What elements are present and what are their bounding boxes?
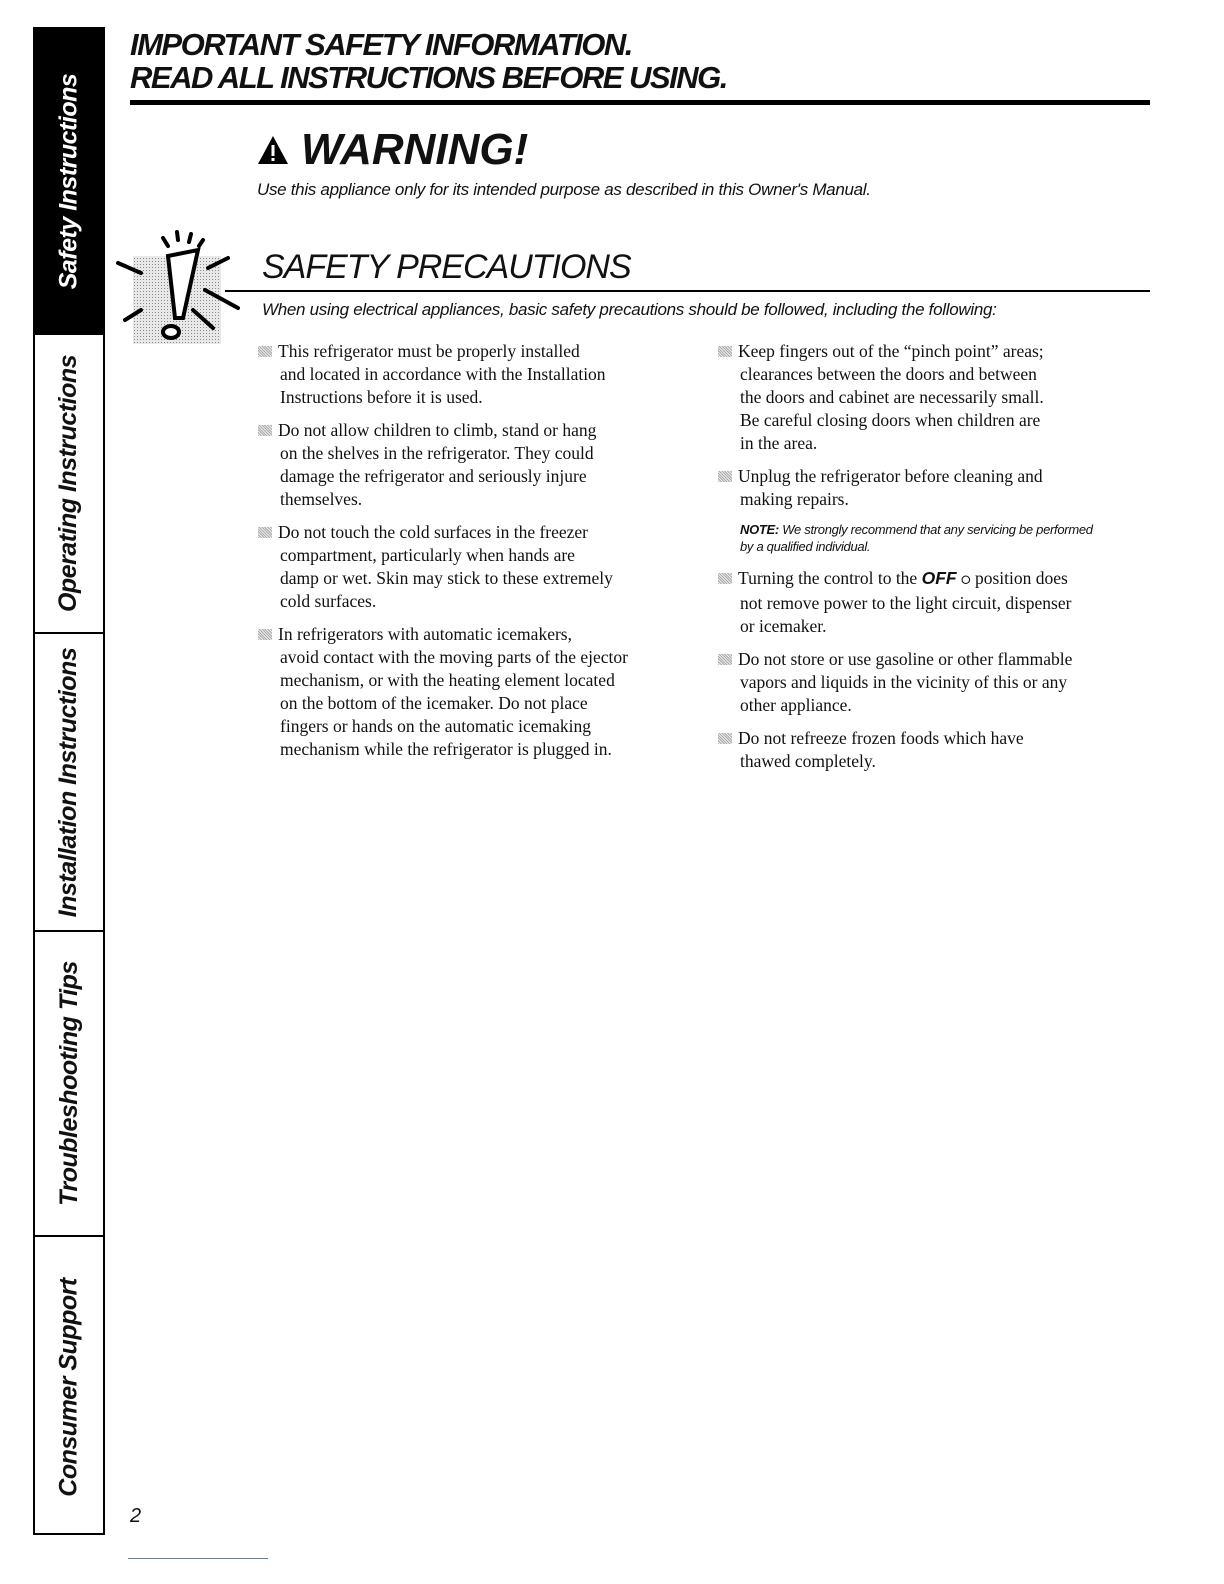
item-line <box>718 488 1158 511</box>
item-line <box>258 442 698 465</box>
right-column <box>718 340 1158 783</box>
item-text: thawed completely. <box>740 751 876 771</box>
item-text: avoid contact with the moving parts of the ejector <box>280 647 628 667</box>
bullet-icon <box>258 346 272 357</box>
item-line <box>258 738 698 761</box>
bullet-icon <box>718 654 732 665</box>
bullet-icon <box>718 346 732 357</box>
item-line <box>258 363 698 386</box>
item-line <box>258 567 698 590</box>
list-item <box>718 727 1158 773</box>
item-line <box>718 671 1158 694</box>
footer-rule <box>128 1558 268 1559</box>
note-label: NOTE: <box>740 522 779 537</box>
item-text: mechanism while the refrigerator is plugged in. <box>280 739 612 759</box>
title-rule <box>130 100 1150 105</box>
item-text: and located in accordance with the Installation <box>280 364 606 384</box>
title-line-1: IMPORTANT SAFETY INFORMATION. <box>130 27 632 62</box>
note-text-2: by a qualified individual. <box>740 539 871 554</box>
list-item <box>718 648 1158 717</box>
exclamation-alert-icon <box>113 228 253 348</box>
item-text: Do not store or use gasoline or other flammable <box>738 649 1073 669</box>
section-sidebar <box>33 27 105 1535</box>
item-text: fingers or hands on the automatic icemaking <box>280 716 592 736</box>
title-line-2: READ ALL INSTRUCTIONS BEFORE USING. <box>130 60 727 95</box>
item-text: on the shelves in the refrigerator. They could <box>280 443 594 463</box>
item-text: This refrigerator must be properly installed <box>278 341 580 361</box>
page-title <box>130 28 727 94</box>
warning-triangle-icon <box>257 135 289 165</box>
item-line <box>718 409 1158 432</box>
list-item <box>718 340 1158 455</box>
safety-precautions-subtitle: When using electrical appliances, basic safety precautions should be followed, including the following: <box>262 300 997 319</box>
list-item <box>718 567 1158 638</box>
item-line <box>718 727 1158 750</box>
item-text: on the bottom of the icemaker. Do not place <box>280 693 588 713</box>
tab-label: Operating Instructions <box>54 354 83 613</box>
list-item <box>718 465 1158 511</box>
list-item <box>258 419 698 511</box>
item-text: themselves. <box>280 489 363 509</box>
item-line <box>718 567 1158 592</box>
list-item <box>258 521 698 613</box>
item-line: or icemaker. <box>740 616 827 636</box>
tab-label: Installation Instructions <box>54 647 83 917</box>
item-line <box>258 646 698 669</box>
item-line: not remove power to the light circuit, dispenser <box>740 593 1072 613</box>
item-line <box>718 648 1158 671</box>
warning-title: WARNING! <box>301 125 529 174</box>
off-after: position does <box>974 568 1068 588</box>
safety-precautions-title: SAFETY PRECAUTIONS <box>262 248 631 286</box>
item-line <box>258 669 698 692</box>
item-text: making repairs. <box>740 489 849 509</box>
tab-label: Safety Instructions <box>54 73 83 289</box>
bullet-icon <box>258 527 272 538</box>
item-line <box>258 465 698 488</box>
item-line <box>258 715 698 738</box>
item-line <box>718 694 1158 717</box>
warning-heading <box>257 125 528 175</box>
tab-safety-instructions[interactable] <box>35 29 103 335</box>
item-text: clearances between the doors and between <box>740 364 1037 384</box>
item-text: vapors and liquids in the vicinity of this or any <box>740 672 1068 692</box>
item-text: damage the refrigerator and seriously injure <box>280 466 587 486</box>
list-item <box>258 623 698 761</box>
item-line <box>258 340 698 363</box>
item-line <box>718 750 1158 773</box>
left-column <box>258 340 698 771</box>
tab-consumer-support[interactable] <box>35 1237 103 1537</box>
bullet-icon <box>718 733 732 744</box>
item-line <box>718 363 1158 386</box>
power-off-icon: ⭘ <box>960 573 971 587</box>
page-number: 2 <box>130 1505 142 1527</box>
item-text: Do not touch the cold surfaces in the freezer <box>278 522 589 542</box>
item-text: Do not allow children to climb, stand or hang <box>278 420 597 440</box>
item-text: Do not refreeze frozen foods which have <box>738 728 1024 748</box>
item-line <box>258 623 698 646</box>
item-text: in the area. <box>740 433 818 453</box>
item-text: other appliance. <box>740 695 852 715</box>
bullet-icon <box>718 573 732 584</box>
item-line <box>718 386 1158 409</box>
tab-operating-instructions[interactable] <box>35 335 103 634</box>
warning-subtitle: Use this appliance only for its intended purpose as described in this Owner's Manual. <box>257 180 871 199</box>
item-text: Be careful closing doors when children are <box>740 410 1041 430</box>
tab-label: Troubleshooting Tips <box>54 961 83 1206</box>
note-text: We strongly recommend that any servicing be performed <box>782 522 1093 537</box>
item-line <box>718 465 1158 488</box>
item-line <box>718 432 1158 455</box>
off-before: Turning the control to the <box>738 568 918 588</box>
item-line <box>258 386 698 409</box>
service-note <box>718 521 1158 555</box>
item-text: Unplug the refrigerator before cleaning and <box>738 466 1043 486</box>
item-text: the doors and cabinet are necessarily small. <box>740 387 1044 407</box>
item-line <box>258 692 698 715</box>
item-text: Instructions before it is used. <box>280 387 483 407</box>
item-text: In refrigerators with automatic icemakers, <box>278 624 572 644</box>
off-label: OFF <box>921 568 957 588</box>
item-text: compartment, particularly when hands are <box>280 545 575 565</box>
tab-installation-instructions[interactable] <box>35 634 103 932</box>
item-line <box>258 590 698 613</box>
bullet-icon <box>258 425 272 436</box>
item-text: mechanism, or with the heating element located <box>280 670 615 690</box>
item-line <box>258 521 698 544</box>
tab-troubleshooting-tips[interactable] <box>35 932 103 1237</box>
bullet-icon <box>718 471 732 482</box>
item-text: cold surfaces. <box>280 591 377 611</box>
list-item <box>258 340 698 409</box>
item-text: Keep fingers out of the “pinch point” areas; <box>738 341 1044 361</box>
precautions-rule <box>225 290 1150 292</box>
tab-label: Consumer Support <box>54 1277 83 1497</box>
item-text: damp or wet. Skin may stick to these extremely <box>280 568 613 588</box>
item-line <box>258 419 698 442</box>
bullet-icon <box>258 629 272 640</box>
item-line <box>258 544 698 567</box>
item-line <box>718 340 1158 363</box>
item-line <box>258 488 698 511</box>
